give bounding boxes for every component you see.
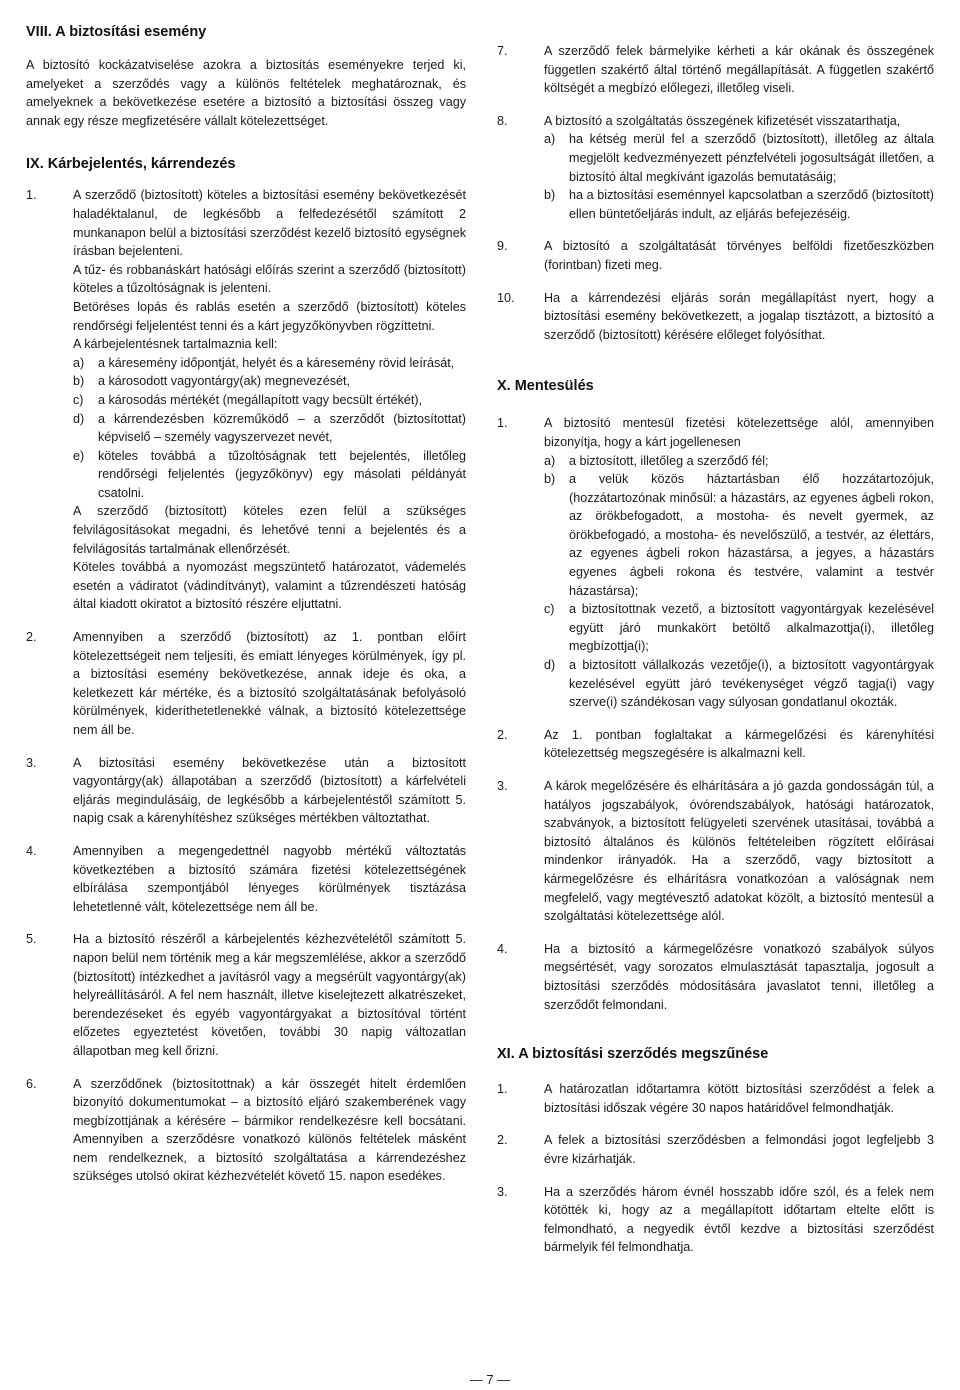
ix-item-10 — [497, 289, 934, 345]
xi-item-1 — [497, 1080, 934, 1117]
item-paragraph: A kárbejelentésnek tartalmaznia kell: — [73, 337, 278, 352]
sub-item — [544, 186, 934, 223]
item-number: 4. — [497, 941, 508, 956]
page-number: — 7 — — [469, 1372, 511, 1387]
sub-text: a károsodott vagyontárgy(ak) megnevezését, — [98, 374, 351, 389]
section-ix-title: IX. Kárbejelentés, kárrendezés — [26, 156, 236, 173]
sub-item — [73, 410, 466, 447]
item-number: 2. — [497, 1133, 508, 1148]
item-text: Ha a biztosító a kármegelőzésre vonatkozó szabályok súlyos megsértését, vagy sorozatos elmulasztását tapasztalja, jogosult a biztosítási szerződés módosítására javaslatot tenni, illetőleg a szerződőt felmondani. — [544, 941, 934, 1012]
sub-item — [73, 372, 466, 391]
ix-item-2 — [26, 628, 466, 740]
sub-text: a károsodás mértékét (megállapított vagy becsült értékét), — [98, 392, 423, 407]
item-number: 10. — [497, 290, 515, 305]
right-column — [497, 42, 934, 1257]
item-text: A szerződő felek bármelyike kérheti a kár okának és összegének független szakértő által történő megállapítását. A független szakértő költségét a megbízó előlegezi, illetőleg viseli. — [544, 44, 934, 96]
item-text: Ha a szerződés három évnél hosszabb időre szól, és a felek nem kötötték ki, hogy az a megállapított időtartam eltelte előtt is felmondható, a negyedik évtől kezdve a biztosítási szerződést bármelyik fél felmondhatja. — [544, 1184, 934, 1255]
item-paragraph: Betöréses lopás és rablás esetén a szerződő (biztosított) köteles rendőrségi feljelentést tenni és a kárt jegyzőkönyvben rögzíttetni. — [73, 299, 466, 333]
section-xi-title: XI. A biztosítási szerződés megszűnése — [497, 1046, 769, 1063]
item-number: 1. — [26, 188, 37, 203]
item-number: 9. — [497, 239, 508, 254]
sub-item — [73, 354, 466, 373]
item-number: 8. — [497, 113, 508, 128]
sub-item — [544, 470, 934, 600]
left-column — [26, 22, 466, 1186]
sub-item — [544, 130, 934, 186]
item-paragraph: A szerződő (biztosított) köteles a biztosítási esemény bekövetkezését haladéktalanul, de legkésőbb a felfedezésétől számított 2 munkanapon belül a biztosítási szerződést kezelő biztosító egységnek írásban bejelenteni. — [73, 188, 466, 259]
sub-letter: b) — [544, 472, 556, 487]
ix-item-1 — [26, 186, 466, 614]
sub-letter: d) — [544, 658, 556, 673]
sub-letter: a) — [544, 453, 556, 468]
item-text: Ha a kárrendezési eljárás során megállapítást nyert, hogy a biztosítási esemény bekövetkezett, a jogalap tisztázott, a biztosító a szerződő (biztosított) kérésére előleget folyósíthat. — [544, 290, 934, 342]
item-number: 7. — [497, 44, 508, 58]
item-paragraph: A tűz- és robbanáskárt hatósági előírás szerint a szerződő (biztosított) köteles a tűzoltóságnak is jelenteni. — [73, 262, 466, 296]
sub-item — [544, 452, 934, 471]
ix-item-8 — [497, 112, 934, 224]
sub-letter: d) — [73, 411, 85, 426]
x-item-4 — [497, 940, 934, 1014]
sub-text: a kárrendezésben közreműködő – a szerződőt (biztosítottat) képviselő – személy vagyszervezet nevét, — [98, 411, 466, 445]
sub-item — [73, 447, 466, 503]
sub-letter: b) — [544, 188, 556, 203]
x-item-2 — [497, 726, 934, 763]
ix-item-6 — [26, 1075, 466, 1187]
item-text: A biztosító mentesül fizetési kötelezettsége alól, amennyiben bizonyítja, hogy a kárt jogellenesen — [544, 416, 934, 449]
item-text: A határozatlan időtartamra kötött biztosítási szerződést a felek a biztosítási időszak végére 30 napos határidővel felmondhatják. — [544, 1082, 934, 1115]
item-text: A szerződőnek (biztosítottnak) a kár összegét hitelt érdemlően bizonyító dokumentumokat – a biztosító eljáró szakemberének vagy megbízottjának a kérésére – bármikor rendelkezésre kell bocsátani. Amennyiben a szerződésre vonatkozó különös feltételek másként nem rendelkeznek, a biztosító szolgáltatása a kárrendezéshez szükséges utolsó okirat kézhezvételét követő 15. napon esedékes. — [73, 1076, 466, 1184]
item-number: 2. — [26, 630, 37, 645]
sub-text: köteles továbbá a tűzoltóságnak tett bejelentés, illetőleg rendőrségi feljelentés (jegyzőkönyv) egy másolati példányát csatolni. — [98, 448, 466, 500]
sub-text: a biztosítottnak vezető, a biztosított vagyontárgyak kezelésével együtt járó munkakört betöltő alkalmazottja(i), illetőleg megbízottja(i); — [569, 602, 934, 654]
xi-item-3 — [497, 1183, 934, 1257]
section-viii-text: A biztosító kockázatviselése azokra a biztosítás eseményekre terjed ki, amelyeket a szerződés vagy a különös feltételek meghatároznak, és amelyeknek a bekövetkezése esetére a biztosító a biztosítási összeg vagy annak egy része megfizetésére vállalt kötelezettséget. — [26, 58, 466, 128]
sub-text: ha a biztosítási eseménnyel kapcsolatban a szerződő (biztosított) ellen büntetőeljárás indult, az eljárás befejezéséig. — [569, 188, 934, 221]
ix-item-5 — [26, 930, 466, 1060]
item-paragraph: A szerződő (biztosított) köteles ezen felül a szükséges felvilágosításokat megadni, és lehetővé tenni a bejelentés és a felvilágosítás tartalmának ellenőrzését. — [73, 504, 466, 556]
item-number: 3. — [26, 755, 37, 770]
sub-letter: a) — [544, 132, 556, 147]
ix-item-7 — [497, 42, 934, 98]
item-paragraph: Köteles továbbá a nyomozást megszüntető határozatot, vádemelés esetén a vádiratot (vádindítványt), valamint a tűzrendészeti hatóság által kiadott okiratot a biztosító részére eljuttatni. — [73, 560, 466, 612]
sub-letter: e) — [73, 448, 85, 463]
sub-text: a biztosított vállalkozás vezetője(i), a biztosított vagyontárgyak kezelésével együtt járó tevékenységet végző tagja(i) vagy szerve(i) szándékosan vagy súlyosan gondatlanul okozták. — [569, 658, 934, 710]
section-viii-title: VIII. A biztosítási esemény — [26, 24, 207, 40]
sub-item — [73, 391, 466, 410]
sub-text: a biztosított, illetőleg a szerződő fél; — [569, 453, 769, 468]
item-number: 1. — [497, 1082, 508, 1097]
item-text: Amennyiben a megengedettnél nagyobb mértékű változtatás következtében a biztosító számára fizetési kötelezettségének elbírálása szempontjából lényeges körülmények tisztázása lehetetlenné vált, kötelezettsége nem áll be. — [73, 843, 466, 914]
ix-item-3 — [26, 754, 466, 828]
ix-item-4 — [26, 842, 466, 916]
item-text: A biztosító a szolgáltatás összegének kifizetését visszatarthatja, — [544, 113, 901, 128]
sub-letter: a) — [73, 355, 85, 370]
item-number: 3. — [497, 1184, 508, 1199]
sub-text: a velük közös háztartásban élő hozzátartozójuk, (hozzátartozónak minősül: a házastárs, az egyenes ágbeli rokon, az örökbefogadott, a mostoha- és nevelt gyermek, az örökbefogadó, a mostoha- és nevelőszülő, a testvér, az élettárs, az egyenes ágbeli rokon házastársa, a jegyes, a házastárs egyenes ágbeli rokona és testvére, valamint a testvér házastársa); — [569, 472, 934, 598]
item-number: 6. — [26, 1076, 37, 1091]
sub-item — [544, 600, 934, 656]
ix-item-9 — [497, 237, 934, 274]
item-number: 3. — [497, 779, 508, 793]
item-text: A biztosító a szolgáltatását törvényes belföldi fizetőeszközben (forintban) fizeti meg. — [544, 239, 934, 272]
sub-item — [544, 656, 934, 712]
item-text: A biztosítási esemény bekövetkezése után a biztosított vagyontárgy(ak) állapotában a szerződő (biztosított) a kárfelvételi eljárás megindulásáig, de legkésőbb a kárbejelentéstől számított 5. napig csak a kárenyhítéshez szükséges mértékben változtathat. — [73, 755, 466, 826]
item-text: A károk megelőzésére és elhárítására a jó gazda gondosságán túl, a hatályos jogszabályok, óvórendszabályok, hatósági határozatok, szabványok, a biztosított felügyeleti szervének utasításai, továbbá a biztosító általános és különös feltételeiben rögzített előírásai mindenkor irányadók. Ha a szerződő, vagy biztosított a kármegelőzésre és elhárításra vonatkozóan a valóságnak nem megfelelő, vagy megtévesztő adatokat közölt, a biztosító mentesül a szolgáltatási kötelezettsége alól. — [544, 779, 934, 924]
item-text: A felek a biztosítási szerződésben a felmondási jogot legfeljebb 3 évre kizárhatják. — [544, 1133, 934, 1166]
item-number: 1. — [497, 416, 508, 431]
x-item-1 — [497, 414, 934, 712]
section-x-title: X. Mentesülés — [497, 378, 594, 395]
sub-letter: b) — [73, 374, 85, 389]
sub-letter: c) — [73, 392, 84, 407]
item-number: 4. — [26, 843, 37, 858]
sub-text: ha kétség merül fel a szerződő (biztosított), illetőleg az általa megjelölt kedvezményezett pénzfelvételi jogosultságát illetően, a biztosító által megkívánt igazolás bemutatásáig; — [569, 132, 934, 184]
item-text: Amennyiben a szerződő (biztosított) az 1. pontban előírt kötelezettségeit nem teljesíti, és emiatt lényeges körülmények, így pl. a biztosítási esemény bekövetkezése, annak ideje és oka, a keletkezett kár mértéke, és a biztosító szolgáltatásának befolyásoló körülmények, kideríthetetlenekké válnak, a biztosító kötelezettsége nem áll be. — [73, 630, 466, 737]
sub-letter: c) — [544, 602, 555, 617]
item-text: Az 1. pontban foglaltakat a kármegelőzési és kárenyhítési kötelezettség megszegésére is alkalmazni kell. — [544, 727, 934, 761]
sub-text: a káresemény időpontját, helyét és a káresemény rövid leírását, — [98, 355, 455, 370]
x-item-3 — [497, 777, 934, 926]
item-text: Ha a biztosító részéről a kárbejelentés kézhezvételétől számított 5. napon belül nem történik meg a kár megszemlélése, akkor a szerződő (biztosított) intézkedhet a javításról vagy a megsérült vagyontárgy(ak) helyreállításáról. A fel nem használt, illetve kiselejtezett alkatrészeket, berendezéseket és egyéb vagyontárgyakat a biztosítóval történt előzetes egyeztetést követően, további 30 napig változatlan állapotban meg kell őrizni. — [73, 932, 466, 1058]
xi-item-2 — [497, 1131, 934, 1168]
item-number: 2. — [497, 727, 508, 742]
item-number: 5. — [26, 932, 37, 947]
